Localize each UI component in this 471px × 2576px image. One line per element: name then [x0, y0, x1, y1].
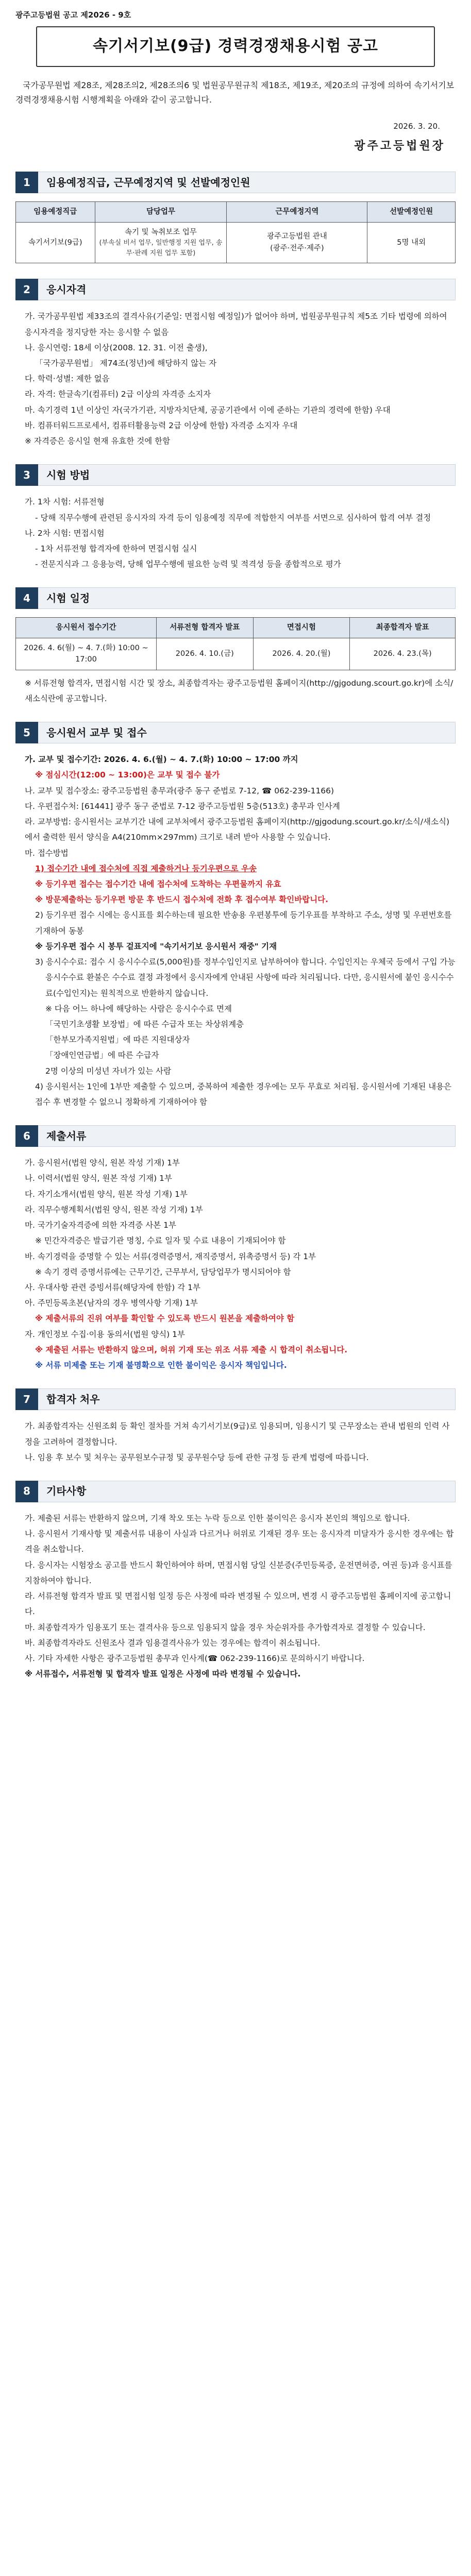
- section-title: 시험 일정: [38, 587, 456, 609]
- page-title: 속기서기보(9급) 경력경쟁채용시험 공고: [93, 37, 378, 56]
- list-item: 「장애인연금법」에 따른 수급자: [45, 1050, 159, 1060]
- list-note: ※ 서류접수, 서류전형 및 합격자 발표 일정은 사정에 따라 변경될 수 있습니다.: [25, 1669, 301, 1679]
- intro-text: 국가공무원법 제28조, 제28조의2, 제28조의6 및 법원공무원규칙 제18조, 제19조, 제20조의 규정에 의하여 속기서기보 경력경쟁채용시험 시행계획을 아래와 같이 공고합니다.: [15, 80, 455, 105]
- table-header: 최종합격자 발표: [350, 618, 456, 638]
- list-item: 응시수수료 환불은 수수료 결정 과정에서 응시자에게 안내된 사항에 따라 처리됩니다. 다만, 응시원서에 붙인 응시수수료(수입인지)는 원칙적으로 반환하지 않습니다.: [45, 973, 454, 998]
- section-number: 8: [15, 1481, 38, 1502]
- list-note: ※ 속기 경력 증명서류에는 근무기간, 근무부서, 담당업무가 명시되어야 함: [35, 1267, 291, 1277]
- list-item: 나. 이력서(법원 양식, 원본 작성 기재) 1부: [25, 1174, 172, 1183]
- list-item: 자. 개인정보 수집·이용 동의서(법원 양식) 1부: [25, 1329, 185, 1339]
- section-number: 3: [15, 464, 38, 486]
- exam-method-list: [15, 494, 456, 572]
- announce-date: 2026. 3. 20.: [393, 121, 440, 131]
- list-item: 사. 우대사항 관련 증빙서류(해당자에 한함) 각 1부: [25, 1283, 200, 1292]
- schedule-note-block: [15, 675, 456, 706]
- list-item: 가. 제출된 서류는 반환하지 않으며, 기재 착오 또는 누락 등으로 인한 불이익은 응시자 본인의 책임으로 합니다.: [25, 1513, 410, 1523]
- section-4-header: [15, 587, 456, 609]
- section-title: 제출서류: [38, 1125, 456, 1147]
- title-box: [36, 26, 435, 67]
- list-item: 아. 주민등록초본(남자의 경우 병역사항 기재) 1부: [25, 1298, 198, 1308]
- table-header: 선발예정인원: [367, 202, 456, 222]
- list-item: - 전문지식과 그 응용능력, 당해 업무수행에 필요한 능력 및 적격성 등을 종합적으로 평가: [35, 560, 341, 569]
- list-item: - 당해 직무수행에 관련된 응시자의 자격 등이 임용예정 직무에 적합한지 여부를 서면으로 심사하여 합격 여부 결정: [35, 513, 431, 522]
- section-number: 6: [15, 1125, 38, 1147]
- list-item: 라. 교부방법: 응시원서는 교부기간 내에 교부처에서 광주고등법원 홈페이지(http://gjgodung.scourt.go.kr/소식/새소식)에서 출력한 원서 양식을 A4(210mm×297mm) 크기로 내려 받아 사용할 수 있습니다.: [25, 817, 450, 842]
- section-number: 1: [15, 172, 38, 193]
- section-number: 7: [15, 1388, 38, 1410]
- list-note: ※ 서류 미제출 또는 기재 불명확으로 인한 불이익은 응시자 책임입니다.: [35, 1361, 287, 1370]
- list-item: 다. 우편접수처: [61441] 광주 동구 준법로 7-12 광주고등법원 5층(513호) 총무과 인사계: [25, 801, 340, 811]
- section-title: 임용예정직급, 근무예정지역 및 선발예정인원: [38, 172, 456, 193]
- eligibility-list: [15, 309, 456, 449]
- section-number: 4: [15, 587, 38, 609]
- section-7-header: [15, 1388, 456, 1410]
- table-header: 응시원서 접수기간: [16, 618, 157, 638]
- list-note: ※ 다음 어느 하나에 해당하는 사람은 응시수수료 면제: [45, 1004, 232, 1013]
- list-item: 2) 등기우편 접수 시에는 응시표를 회수하는데 필요한 반송용 우편봉투에 등기우표를 부착하고 주소, 성명 및 우편번호를 기재하여 동봉: [35, 910, 452, 936]
- list-item: 마. 최종합격자가 임용포기 또는 결격사유 등으로 임용되지 않을 경우 차순위자를 추가합격자로 결정할 수 있습니다.: [25, 1622, 426, 1632]
- list-note: ※ 방문제출하는 등기우편 방문 후 반드시 접수처에 전화 후 접수여부 확인바랍니다.: [35, 895, 329, 905]
- list-item: 가. 최종합격자는 신원조회 등 확인 절차를 거쳐 속기서기보(9급)로 임용되며, 임용시기 및 근무장소는 관내 법원의 인력 사정을 고려하여 결정합니다.: [25, 1421, 450, 1447]
- table-header: 면접시험: [253, 618, 350, 638]
- list-item: 나. 응시연령: 18세 이상(2008. 12. 31. 이전 출생),: [25, 343, 208, 352]
- duty-sub: (부속실 비서 업무, 일반행정 지원 업무, 송무·판례 지원 업무 포함): [99, 239, 223, 258]
- section-2-header: [15, 279, 456, 300]
- doc-number-prefix: 광주고등법원 공고: [15, 10, 78, 20]
- table-cell: 속기서기보(9급): [16, 222, 95, 263]
- region-main: 광주고등법원 관내: [267, 232, 327, 241]
- table-cell: 5명 내외: [367, 222, 456, 263]
- schedule-table: [15, 617, 456, 670]
- table-cell: 2026. 4. 23.(목): [350, 638, 456, 670]
- list-item: - 1차 서류전형 합격자에 한하여 면접시험 실시: [35, 544, 197, 553]
- footer-space: [15, 1682, 456, 1733]
- list-item: 바. 컴퓨터워드프로세서, 컴퓨터활용능력 2급 이상에 한함) 자격증 소지자 우대: [25, 420, 298, 430]
- list-note: ※ 등기우편 접수 시 봉투 겉표지에 "속기서기보 응시원서 재중" 기재: [35, 941, 277, 951]
- table-cell: [227, 222, 367, 263]
- table-cell: 2026. 4. 6(월) ~ 4. 7.(화) 10:00 ~ 17:00: [16, 638, 157, 670]
- list-item: 라. 서류전형 합격자 발표 및 면접시험 일정 등은 사정에 따라 변경될 수 있으며, 변경 시 광주고등법원 홈페이지에 공고합니다.: [25, 1591, 451, 1617]
- list-item: 가. 응시원서(법원 양식, 원본 작성 기재) 1부: [25, 1158, 180, 1168]
- section-6-header: [15, 1125, 456, 1147]
- table-cell: [95, 222, 227, 263]
- list-item: ※ 자격증은 응시일 현재 유효한 것에 한함: [25, 436, 171, 446]
- section-title: 시험 방법: [38, 464, 456, 486]
- list-item: 마. 속기경력 1년 이상인 자(국가기관, 지방자치단체, 공공기관에서 이에 준하는 기관의 경력에 한함) 우대: [25, 405, 391, 415]
- list-item: 1) 접수기간 내에 접수처에 직접 제출하거나 등기우편으로 우송: [35, 863, 257, 873]
- list-note: ※ 제출서류의 진위 여부를 확인할 수 있도록 반드시 원본을 제출하여야 함: [35, 1314, 295, 1324]
- list-item: 「국가공무원법」 제74조(정년)에 해당하지 않는 자: [35, 358, 217, 368]
- table-header: 담당업무: [95, 202, 227, 222]
- table-header: 서류전형 합격자 발표: [156, 618, 253, 638]
- list-item: 「국민기초생활 보장법」에 따른 수급자 또는 차상위계층: [45, 1019, 244, 1029]
- list-item: 다. 자기소개서(법원 양식, 원본 작성 기재) 1부: [25, 1189, 188, 1199]
- section-title: 기타사항: [38, 1481, 456, 1502]
- doc-number: [15, 9, 456, 21]
- list-item: 마. 국가기술자격증에 의한 자격증 사본 1부: [25, 1221, 176, 1230]
- list-item: 라. 자격: 한글속기(컴퓨터) 2급 이상의 자격증 소지자: [25, 389, 211, 399]
- list-item: 나. 임용 후 보수 및 처우는 공무원보수규정 및 공무원수당 등에 관한 규정 등 관계 법령에 따릅니다.: [25, 1452, 369, 1462]
- section-1-header: [15, 172, 456, 193]
- section-title: 합격자 처우: [38, 1388, 456, 1410]
- documents-list: [15, 1155, 456, 1373]
- section-number: 5: [15, 722, 38, 743]
- list-item: 바. 속기경력을 증명할 수 있는 서류(경력증명서, 재직증명서, 위촉증명서 등) 각 1부: [25, 1251, 316, 1261]
- list-item: 4) 응시원서는 1인에 1부만 제출할 수 있으며, 중복하여 제출한 경우에는 모두 무효로 처리됨. 응시원서에 기재된 내용은 접수 후 변경할 수 없으니 정확하게 기재하여야 함: [35, 1081, 452, 1107]
- position-table: [15, 201, 456, 263]
- table-cell: 2026. 4. 20.(월): [253, 638, 350, 670]
- table-header: 임용예정직급: [16, 202, 95, 222]
- section-3-header: [15, 464, 456, 486]
- list-note: ※ 제출된 서류는 반환하지 않으며, 허위 기재 또는 위조 서류 제출 시 합격이 취소됩니다.: [35, 1345, 348, 1354]
- issuer-signature: 광주고등법원장: [354, 140, 445, 152]
- table-cell: 2026. 4. 10.(금): [156, 638, 253, 670]
- list-item: 나. 교부 및 접수장소: 광주고등법원 총무과(광주 동구 준법로 7-12, ☎ 062-239-1166): [25, 786, 334, 795]
- list-item: 다. 응시자는 시험장소 공고를 반드시 확인하여야 하며, 면접시험 당일 신분증(주민등록증, 운전면허증, 여권 등)과 응시표를 지참하여야 합니다.: [25, 1560, 452, 1585]
- list-note: ※ 민간자격증은 발급기관 명칭, 수료 일자 및 수료 내용이 기재되어야 함: [35, 1236, 286, 1246]
- region-sub: (광주·전주·제주): [270, 244, 324, 252]
- section-number: 2: [15, 279, 38, 300]
- misc-list: [15, 1511, 456, 1682]
- treatment-list: [15, 1418, 456, 1465]
- list-note: ※ 등기우편 접수는 접수기간 내에 접수처에 도착하는 우편물까지 유효: [35, 879, 281, 889]
- application-list: [15, 752, 456, 1110]
- schedule-note: ※ 서류전형 합격자, 면접시험 시간 및 장소, 최종합격자는 광주고등법원 홈페이지(http://gjgodung.scourt.go.kr)에 소식/새소식란에 공고합니다.: [25, 678, 453, 703]
- duty-main: 속기 및 녹취보조 업무: [125, 228, 197, 236]
- list-item: 2명 이상의 미성년 자녀가 있는 사람: [45, 1066, 172, 1076]
- doc-number-value: 제2026 - 9호: [80, 10, 131, 20]
- list-item: 「한부모가족지원법」에 따른 지원대상자: [45, 1035, 190, 1045]
- list-item: 나. 2차 시험: 면접시험: [25, 528, 105, 538]
- list-item: 가. 교부 및 접수기간: 2026. 4. 6.(월) ~ 4. 7.(화) 10:00 ~ 17:00 까지: [25, 755, 298, 765]
- list-item: 다. 학력·성별: 제한 없음: [25, 374, 110, 384]
- section-title: 응시자격: [38, 279, 456, 300]
- table-header: 근무예정지역: [227, 202, 367, 222]
- list-item: 가. 1차 시험: 서류전형: [25, 497, 105, 507]
- section-8-header: [15, 1481, 456, 1502]
- list-item: 바. 최종합격자라도 신원조사 결과 임용결격사유가 있는 경우에는 합격이 취소됩니다.: [25, 1638, 321, 1648]
- table-row: [16, 638, 456, 670]
- list-item: 3) 응시수수료: 접수 시 응시수수료(5,000원)를 정부수입인지로 납부하여야 합니다. 수입인지는 우체국 등에서 구입 가능: [35, 957, 456, 967]
- list-item: 가. 국가공무원법 제33조의 결격사유(기준일: 면접시험 예정일)가 없어야 하며, 법원공무원규칙 제5조 기타 법령에 의하여 응시자격을 정지당한 자는 응시할 수 없음: [25, 312, 447, 337]
- list-item: 나. 응시원서 기재사항 및 제출서류 내용이 사실과 다르거나 허위로 기재된 경우 또는 응시자격 미달자가 응시한 경우에는 합격을 취소합니다.: [25, 1529, 454, 1554]
- list-item: 라. 직무수행계획서(법원 양식, 원본 작성 기재) 1부: [25, 1205, 203, 1214]
- list-item: 사. 기타 자세한 사항은 광주고등법원 총무과 인사계(☎ 062-239-1166)로 문의하시기 바랍니다.: [25, 1653, 365, 1663]
- section-5-header: [15, 722, 456, 743]
- table-row: [16, 222, 456, 263]
- list-item: 마. 접수방법: [25, 848, 69, 858]
- list-note: ※ 점심시간(12:00 ~ 13:00)은 교부 및 접수 불가: [35, 770, 220, 780]
- section-title: 응시원서 교부 및 접수: [38, 722, 456, 743]
